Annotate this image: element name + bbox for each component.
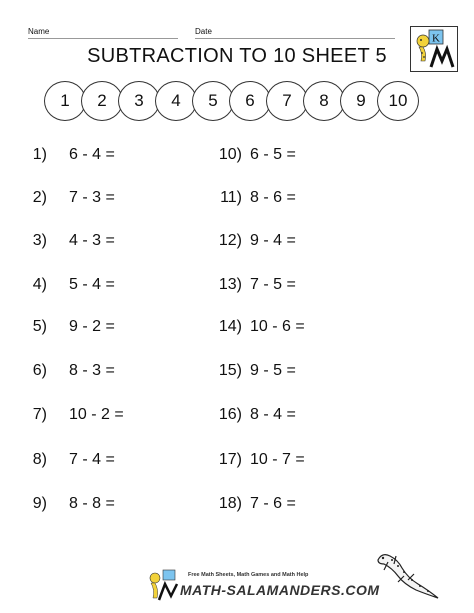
problem-expression: 8 - 4 = [250, 406, 296, 423]
problem-expression: 4 - 3 = [69, 232, 115, 249]
problem-number: 14) [218, 318, 242, 335]
problem-1 [12, 146, 115, 164]
number-oval: 9 [340, 81, 382, 121]
problem-7 [12, 406, 124, 424]
problem-expression: 5 - 4 = [69, 276, 115, 293]
problem-number: 13) [218, 276, 242, 293]
problem-12 [200, 232, 296, 250]
date-label: Date [195, 27, 212, 36]
problem-10 [200, 146, 296, 164]
problem-number: 11) [220, 189, 242, 206]
name-line [28, 38, 178, 39]
problem-expression: 9 - 2 = [69, 318, 115, 335]
problem-number: 17) [218, 451, 242, 468]
problem-18 [200, 495, 296, 513]
problem-number: 5) [32, 318, 47, 335]
number-oval: 3 [118, 81, 160, 121]
problem-expression: 8 - 3 = [69, 362, 115, 379]
number-oval: 8 [303, 81, 345, 121]
problem-number: 4) [32, 276, 47, 293]
problem-9 [12, 495, 115, 513]
problem-expression: 7 - 5 = [250, 276, 296, 293]
problem-expression: 10 - 2 = [69, 406, 124, 423]
salamander-icon [372, 546, 444, 602]
number-oval: 4 [155, 81, 197, 121]
problem-6 [12, 362, 115, 380]
problem-16 [200, 406, 296, 424]
problem-expression: 10 - 7 = [250, 451, 305, 468]
problem-number: 9) [32, 495, 47, 512]
footer-tagline: Free Math Sheets, Math Games and Math Help [188, 572, 309, 578]
grade-k-logo [410, 26, 458, 72]
problem-expression: 9 - 4 = [250, 232, 296, 249]
problem-expression: 6 - 5 = [250, 146, 296, 163]
problem-number: 7) [32, 406, 47, 423]
number-oval: 6 [229, 81, 271, 121]
problem-number: 12) [218, 232, 242, 249]
problem-11 [200, 189, 296, 207]
problem-4 [12, 276, 115, 294]
problem-expression: 8 - 8 = [69, 495, 115, 512]
number-oval: 5 [192, 81, 234, 121]
number-oval: 1 [44, 81, 86, 121]
problem-number: 1) [32, 146, 47, 163]
problem-14 [200, 318, 305, 336]
problem-expression: 6 - 4 = [69, 146, 115, 163]
problem-number: 18) [218, 495, 242, 512]
problem-15 [200, 362, 296, 380]
problem-expression: 7 - 4 = [69, 451, 115, 468]
problem-number: 8) [32, 451, 47, 468]
logo-letter: K [432, 32, 440, 45]
number-oval: 7 [266, 81, 308, 121]
problem-8 [12, 451, 115, 469]
problem-number: 2) [32, 189, 47, 206]
problem-expression: 7 - 3 = [69, 189, 115, 206]
name-label: Name [28, 27, 50, 36]
number-oval: 10 [377, 81, 419, 121]
problem-number: 6) [32, 362, 47, 379]
problem-number: 15) [218, 362, 242, 379]
problem-expression: 7 - 6 = [250, 495, 296, 512]
problem-3 [12, 232, 115, 250]
problem-13 [200, 276, 296, 294]
problem-5 [12, 318, 115, 336]
problem-expression: 8 - 6 = [250, 189, 296, 206]
footer-brand[interactable]: MATH-SALAMANDERS.COM [180, 582, 380, 598]
problem-2 [12, 189, 115, 207]
problem-number: 3) [32, 232, 47, 249]
worksheet-title: SUBTRACTION TO 10 SHEET 5 [87, 45, 387, 67]
number-oval: 2 [81, 81, 123, 121]
problem-17 [200, 451, 305, 469]
problem-number: 16) [218, 406, 242, 423]
number-line [44, 81, 424, 123]
problem-number: 10) [218, 146, 242, 163]
problem-expression: 9 - 5 = [250, 362, 296, 379]
problem-expression: 10 - 6 = [250, 318, 305, 335]
date-line [195, 38, 395, 39]
salamander-mascot-icon [145, 568, 181, 602]
